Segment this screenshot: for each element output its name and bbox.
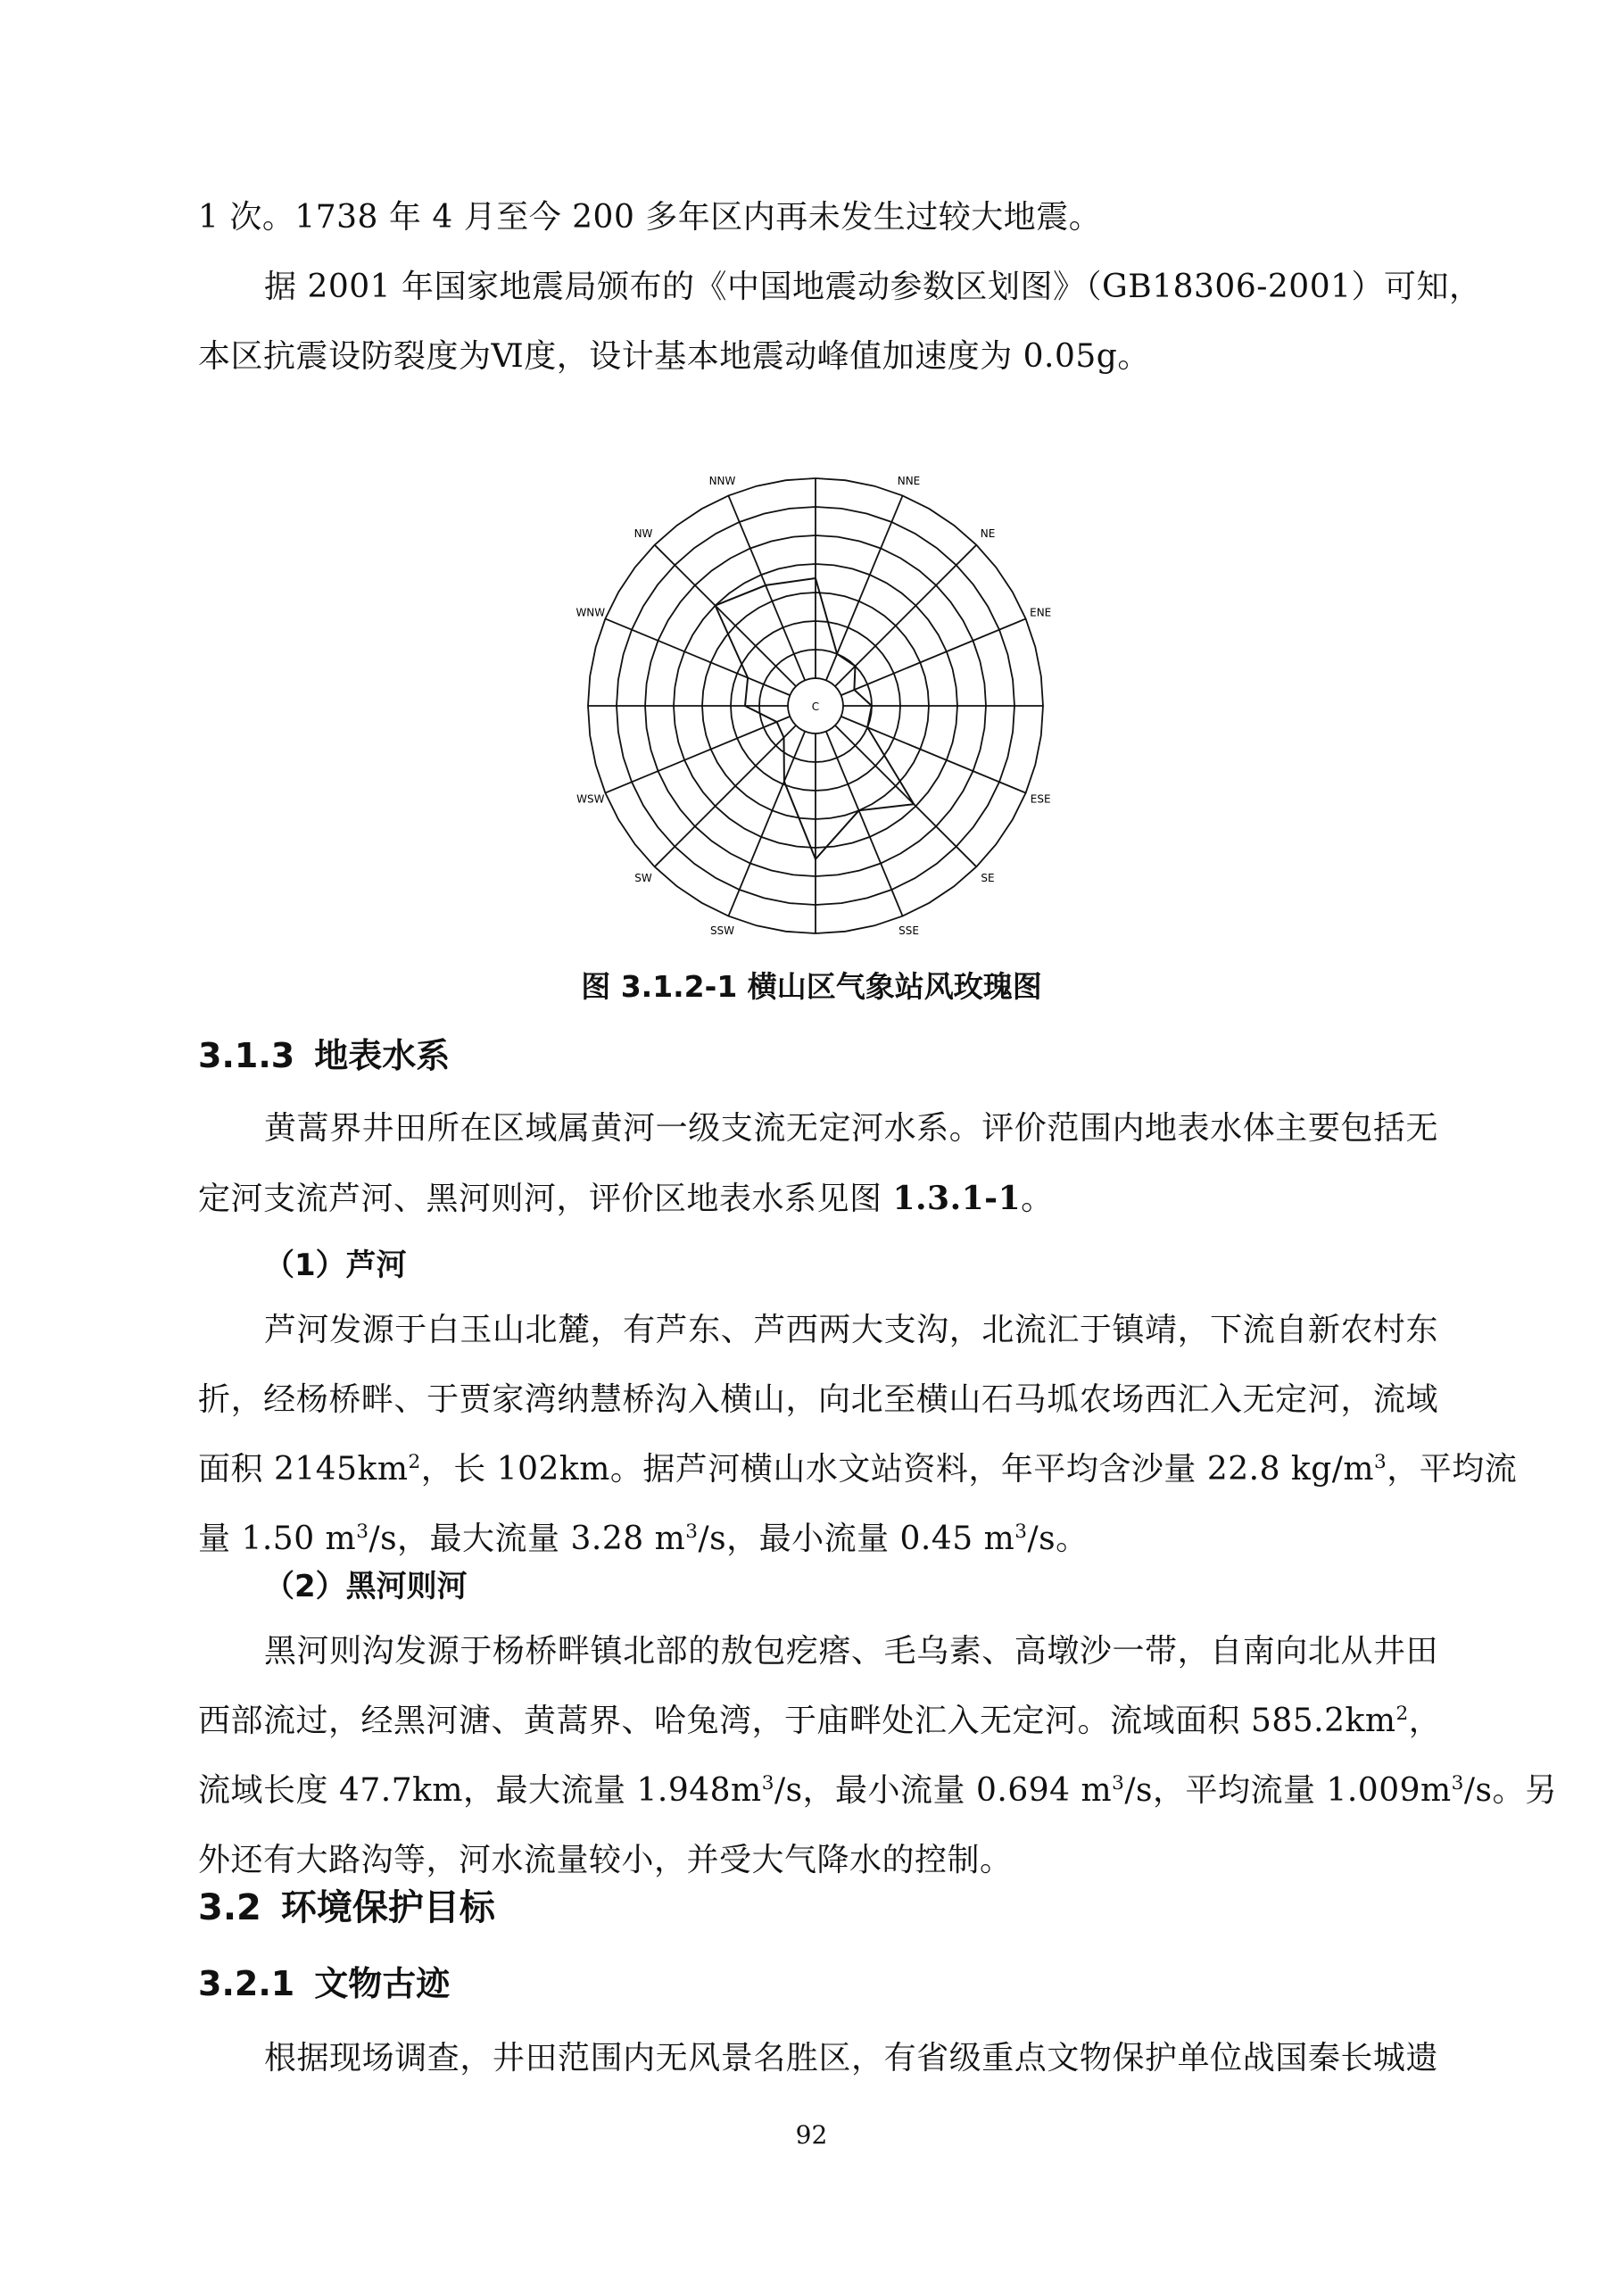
- wind-rose-label-ene: ENE: [1030, 606, 1052, 619]
- text: 定河支流芦河、黑河则河，评价区地表水系见图: [198, 1181, 893, 1217]
- wind-rose-spoke-nw: [655, 545, 796, 686]
- section-number: 3.2: [198, 1887, 261, 1928]
- wind-rose-point-s: [815, 858, 816, 860]
- figure-caption: 图 3.1.2-1 横山区气象站风玫瑰图: [581, 969, 1042, 1004]
- section-title: 文物古迹: [314, 1964, 451, 2003]
- wind-rose-spoke-nne: [826, 495, 903, 680]
- wind-rose-point-ne: [855, 666, 857, 667]
- page-number: 92: [795, 2120, 828, 2150]
- lu-river-line3: [198, 1435, 1518, 1504]
- paragraph-seismic-zoning-line1: 据 2001 年国家地震局颁布的《中国地震动参数区划图》（GB18306-2001）可知，: [264, 269, 1482, 305]
- wind-rose-spoke-se: [835, 725, 976, 866]
- section-number: 3.1.3: [198, 1036, 295, 1075]
- wind-rose-center-label: C: [811, 700, 820, 713]
- wind-rose-point-nne: [836, 653, 838, 655]
- section-heading-3-2-1: [198, 1956, 450, 2005]
- wind-rose-label-wsw: WSW: [576, 792, 605, 806]
- text: 西部流过，经黑河溏、黄蒿界、哈兔湾，于庙畔处汇入无定河。流域面积 585.2km: [198, 1703, 1396, 1739]
- section-number: 3.2.1: [198, 1964, 295, 2003]
- figure-reference: 1.3.1-1: [892, 1180, 1022, 1217]
- wind-rose-point-w: [744, 705, 746, 707]
- superscript: 3: [1451, 1772, 1464, 1795]
- superscript: 3: [685, 1521, 699, 1543]
- wind-rose-label-ne: NE: [980, 527, 996, 540]
- wind-rose-spoke-sse: [826, 732, 903, 916]
- lu-river-line2: 折，经杨桥畔、于贾家湾纳慧桥沟入横山，向北至横山石马坬农场西汇入无定河，流域: [198, 1381, 1438, 1418]
- text: ，: [1408, 1703, 1442, 1739]
- text: 流域长度 47.7km，最大流量 1.948m: [198, 1772, 762, 1809]
- paragraph-water-system-line2: [198, 1164, 1438, 1234]
- wind-rose-chart: [553, 446, 1071, 946]
- section-heading-3-1-3: [198, 1028, 450, 1077]
- wind-rose-point-sw: [783, 737, 785, 739]
- subheading-heihezi-river: （2）黑河则河: [264, 1569, 468, 1604]
- wind-rose-label-ssw: SSW: [709, 924, 735, 938]
- wind-rose-label-wnw: WNW: [576, 606, 606, 619]
- wind-rose-point-wnw: [747, 677, 749, 679]
- superscript: 2: [408, 1451, 421, 1473]
- text: 量 1.50 m: [198, 1521, 357, 1557]
- text: /s。另: [1463, 1772, 1558, 1809]
- paragraph-seismic-zoning-line2: 本区抗震设防裂度为Ⅵ度，设计基本地震动峰值加速度为 0.05g。: [198, 338, 1150, 375]
- wind-rose-spoke-wsw: [605, 717, 790, 793]
- superscript: 3: [1374, 1451, 1387, 1473]
- section-heading-3-2: [198, 1879, 495, 1930]
- text: ，长 102km。据芦河横山水文站资料，年平均含沙量 22.8 kg/m: [420, 1451, 1375, 1488]
- section-title: 环境保护目标: [280, 1887, 495, 1928]
- wind-rose-label-se: SE: [981, 872, 995, 884]
- superscript: 3: [1014, 1521, 1028, 1543]
- heihezi-line4: 外还有大路沟等，河水流量较小，并受大气降水的控制。: [198, 1842, 1013, 1878]
- wind-rose-point-e: [871, 705, 873, 707]
- wind-rose-spoke-ne: [835, 545, 976, 686]
- superscript: 2: [1395, 1703, 1409, 1725]
- wind-rose-point-wsw: [776, 721, 778, 723]
- subheading-lu-river: （1）芦河: [264, 1247, 407, 1283]
- text: /s。: [1027, 1521, 1089, 1557]
- cultural-relics-line1: 根据现场调查，井田范围内无风景名胜区，有省级重点文物保护单位战国秦长城遗: [264, 2040, 1438, 2076]
- paragraph-earthquake-history: 1 次。1738 年 4 月至今 200 多年区内再未发生过较大地震。: [198, 199, 1102, 236]
- wind-rose-label-nnw: NNW: [708, 474, 736, 487]
- superscript: 3: [1112, 1772, 1125, 1795]
- wind-rose-spoke-sw: [655, 725, 796, 866]
- heihezi-line3: [198, 1756, 1558, 1826]
- wind-rose-label-sse: SSE: [898, 924, 919, 938]
- superscript: 3: [761, 1772, 774, 1795]
- wind-rose-spoke-nnw: [728, 495, 805, 680]
- text: /s，平均流量 1.009m: [1124, 1772, 1452, 1809]
- wind-rose-point-sse: [858, 809, 860, 811]
- wind-rose-spoke-wnw: [605, 618, 790, 695]
- wind-rose-point-nnw: [765, 584, 766, 586]
- heihezi-line1: 黑河则沟发源于杨桥畔镇北部的敖包疙瘩、毛乌素、高墩沙一带，自南向北从井田: [264, 1633, 1438, 1670]
- wind-rose-label-ese: ESE: [1030, 792, 1051, 806]
- wind-rose-point-ssw: [783, 781, 785, 783]
- text: 。: [1021, 1181, 1054, 1217]
- text: /s，最小流量 0.45 m: [698, 1521, 1015, 1557]
- text: /s，最小流量 0.694 m: [774, 1772, 1113, 1809]
- wind-rose-point-nw: [715, 605, 716, 607]
- paragraph-water-system-line1: 黄蒿界井田所在区域属黄河一级支流无定河水系。评价范围内地表水体主要包括无: [264, 1110, 1438, 1147]
- text: ，平均流: [1387, 1451, 1518, 1488]
- section-title: 地表水系: [314, 1036, 451, 1075]
- wind-rose-spoke-ene: [841, 618, 1026, 695]
- wind-rose-label-nw: NW: [633, 527, 653, 540]
- superscript: 3: [356, 1521, 369, 1543]
- lu-river-line1: 芦河发源于白玉山北麓，有芦东、芦西两大支沟，北流汇于镇靖，下流自新农村东: [264, 1312, 1438, 1348]
- wind-rose-label-nne: NNE: [897, 474, 921, 487]
- wind-rose-point-ene: [853, 689, 855, 691]
- text: 面积 2145km: [198, 1451, 409, 1488]
- wind-rose-point-se: [913, 803, 915, 805]
- wind-rose-point-n: [815, 577, 816, 579]
- text: /s，最大流量 3.28 m: [368, 1521, 686, 1557]
- wind-rose-label-sw: SW: [634, 872, 652, 884]
- wind-rose-point-ese: [866, 726, 868, 728]
- heihezi-line2: [198, 1687, 1442, 1756]
- wind-rose-spoke-ssw: [728, 732, 805, 916]
